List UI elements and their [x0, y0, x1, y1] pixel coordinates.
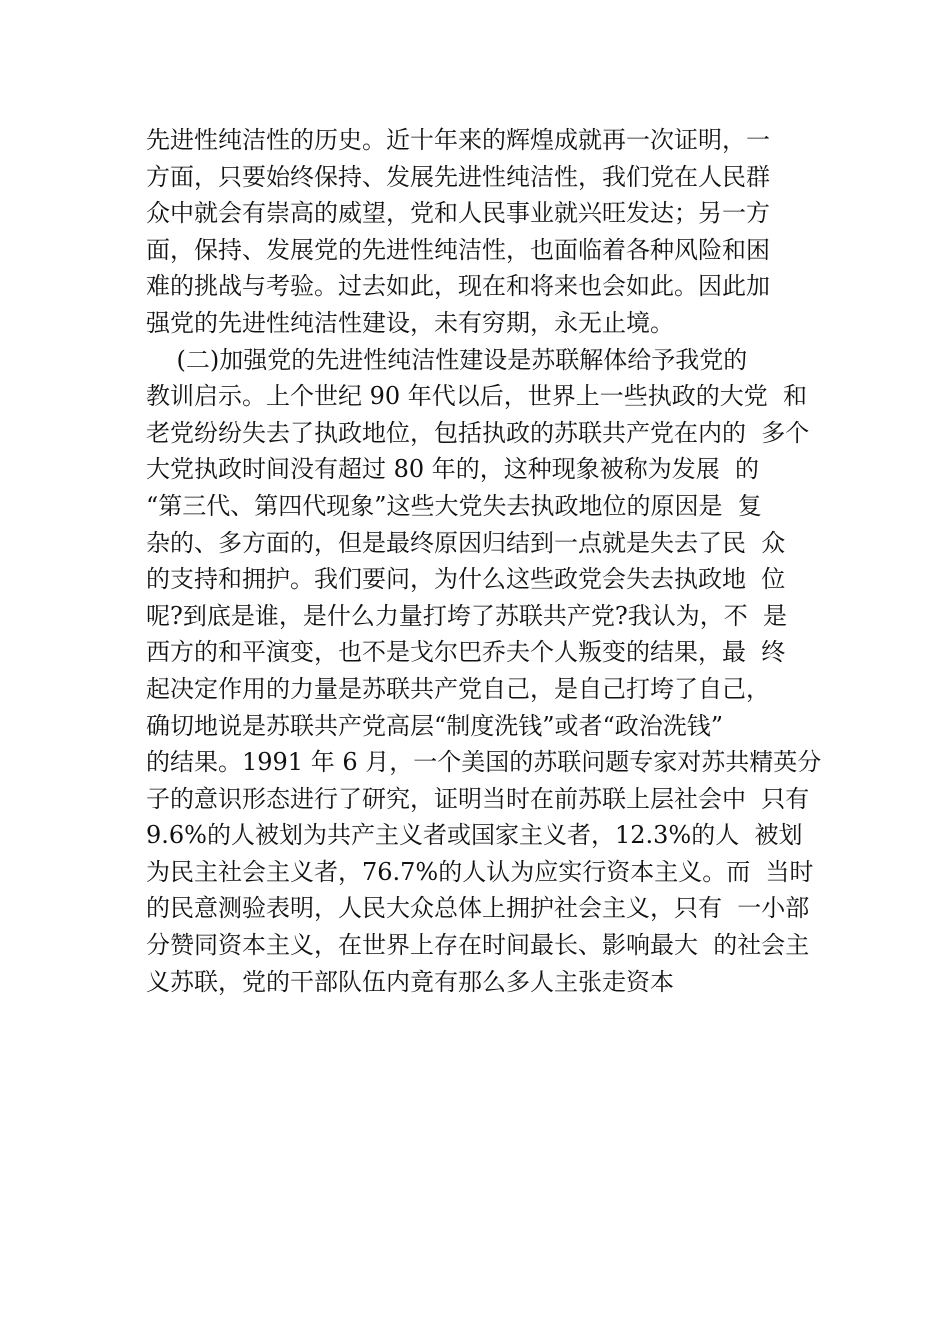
text-line: 子的意识形态进行了研究，证明当时在前苏联上层社会中 只有 [146, 784, 810, 813]
text-line: 大党执政时间没有超过 80 年的，这种现象被称为发展 的 [146, 455, 760, 484]
text-line: “第三代、第四代现象”这些大党失去执政地位的原因是 复 [146, 491, 762, 520]
text-line: 起决定作用的力量是苏联共产党自己，是自己打垮了自己， [146, 674, 770, 703]
text-line: 的支持和拥护。我们要问，为什么这些政党会失去执政地 位 [146, 565, 786, 594]
text-line: 确切地说是苏联共产党高层“制度洗钱”或者“政治洗钱” [146, 711, 724, 740]
text-line: 分赞同资本主义，在世界上存在时间最长、影响最大 的社会主 [146, 931, 810, 960]
text-line: 杂的、多方面的，但是最终原因归结到一点就是失去了民 众 [146, 528, 786, 557]
text-line: 义苏联，党的干部队伍内竟有那么多人主张走资本 [146, 967, 674, 996]
text-line: 先进性纯洁性的历史。近十年来的辉煌成就再一次证明，一 [146, 126, 770, 154]
text-line: 老党纷纷失去了执政地位，包括执政的苏联共产党在内的 多个 [146, 418, 810, 447]
text-line: 方面，只要始终保持、发展先进性纯洁性，我们党在人民群 [146, 162, 770, 191]
section-heading-line: (二)加强党的先进性纯洁性建设是苏联解体给予我党的 [146, 345, 748, 374]
text-line: 呢?到底是谁，是什么力量打垮了苏联共产党?我认为，不 是 [146, 601, 787, 630]
text-line: 教训启示。上个世纪 90 年代以后，世界上一些执政的大党 和 [146, 382, 808, 411]
text-line: 难的挑战与考验。过去如此，现在和将来也会如此。因此加 [146, 272, 770, 301]
text-line: 的结果。1991 年 6 月，一个美国的苏联问题专家对苏共精英分 [146, 748, 822, 777]
text-line: 众中就会有崇高的威望，党和人民事业就兴旺发达；另一方 [146, 199, 770, 228]
text-line: 的民意测验表明，人民大众总体上拥护社会主义，只有 一小部 [146, 894, 810, 923]
body-text [146, 122, 846, 1000]
text-line: 9.6%的人被划为共产主义者或国家主义者，12.3%的人 被划 [146, 821, 803, 850]
text-line: 面，保持、发展党的先进性纯洁性，也面临着各种风险和困 [146, 235, 770, 264]
text-line: 为民主社会主义者，76.7%的人认为应实行资本主义。而 当时 [146, 857, 814, 886]
text-line: 强党的先进性纯洁性建设，未有穷期，永无止境。 [146, 308, 674, 337]
text-line: 西方的和平演变，也不是戈尔巴乔夫个人叛变的结果，最 终 [146, 638, 786, 667]
